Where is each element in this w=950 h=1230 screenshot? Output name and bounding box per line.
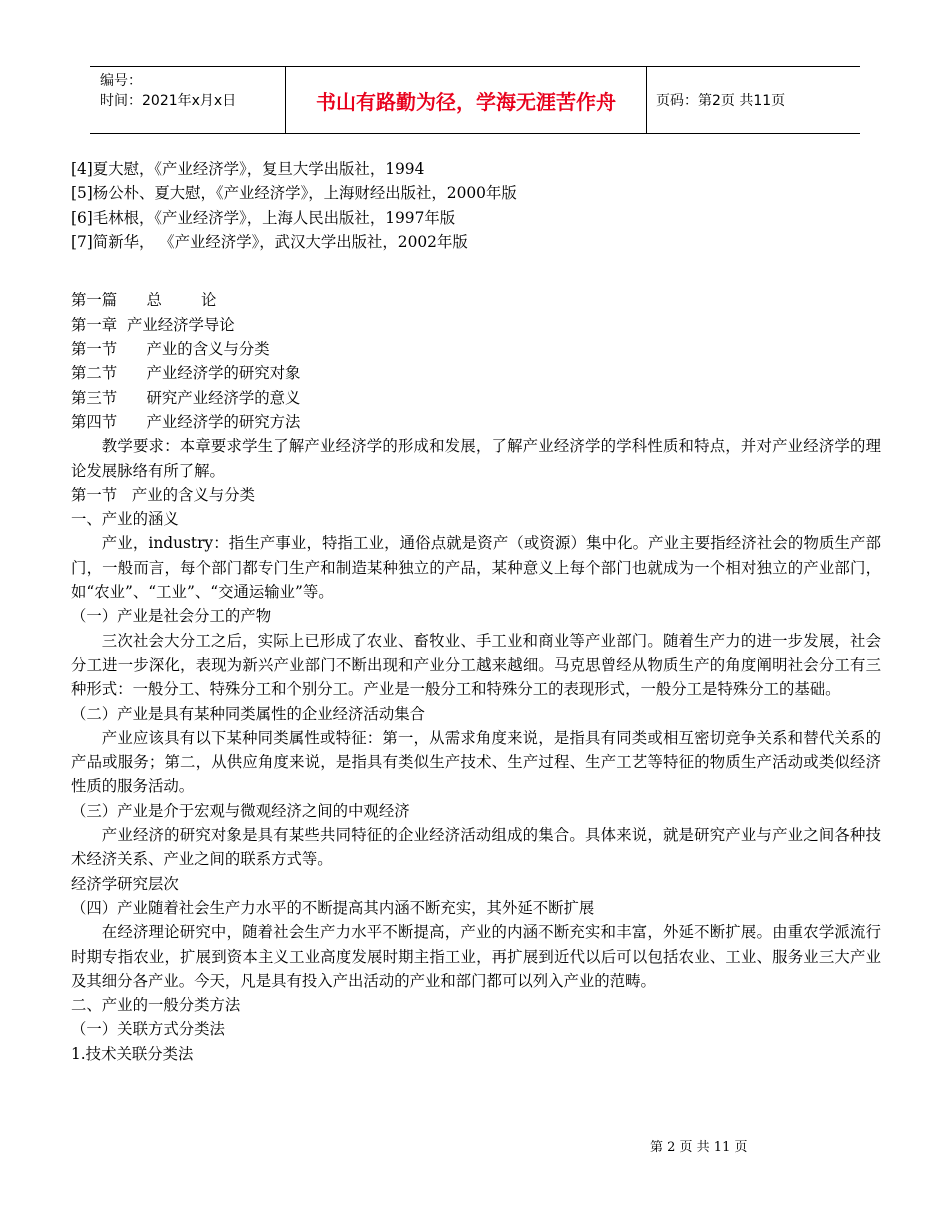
- doc-time-label: 时间：2021年x月x日: [100, 93, 237, 109]
- subheading: （二）产业是具有某种同类属性的企业经济活动集合: [71, 704, 425, 723]
- reference-item: [4]夏大慰，《产业经济学》，复旦大学出版社，1994: [71, 160, 425, 178]
- section-title: 第一节 产业的含义与分类: [71, 485, 255, 504]
- page-footer: 第 2 页 共 11 页: [650, 1140, 748, 1155]
- subheading: 1.技术关联分类法: [71, 1044, 194, 1063]
- toc-section: 第三节 研究产业经济学的意义: [71, 388, 301, 407]
- note-line: 经济学研究层次: [71, 874, 179, 893]
- teaching-requirements: 教学要求：本章要求学生了解产业经济学的形成和发展，了解产业经济学的学科性质和特点，并对产业经济学的理论发展脉络有所了解。: [71, 437, 881, 480]
- paragraph: 产业，industry：指生产事业，特指工业，通俗点就是资产（或资源）集中化。产业主要指经济社会的物质生产部门，一般而言，每个部门都专门生产和制造某种独立的产品，某种意义上每个部门也就成为一个相对独立的产业部门，如“农业”、“工业”、“交通运输业”等。: [71, 534, 881, 602]
- paragraph: 三次社会大分工之后，实际上已形成了农业、畜牧业、手工业和商业等产业部门。随着生产力的进一步发展，社会分工进一步深化，表现为新兴产业部门不断出现和产业分工越来越细。马克思曾经从物质生产的角度阐明社会分工有三种形式：一般分工、特殊分工和个别分工。产业是一般分工和特殊分工的表现形式，一般分工是特殊分工的基础。: [71, 631, 881, 699]
- subheading: （四）产业随着社会生产力水平的不断提高其内涵不断充实，其外延不断扩展: [71, 898, 595, 917]
- reference-item: [7]简新华， 《产业经济学》，武汉大学出版社，2002年版: [71, 232, 468, 251]
- subheading: （三）产业是介于宏观与微观经济之间的中观经济: [71, 801, 410, 820]
- part-title: 第一篇 总 论: [71, 291, 217, 310]
- page-header: [90, 66, 860, 134]
- paragraph: 在经济理论研究中，随着社会生产力水平不断提高，产业的内涵不断充实和丰富，外延不断扩展。由重农学派流行时期专指农业，扩展到资本主义工业高度发展时期主指工业，再扩展到近代以后可以包括农业、工业、服务业三大产业及其细分各产业。今天，凡是具有投入产出活动的产业和部门都可以列入产业的范畴。: [71, 923, 881, 990]
- heading: 一、产业的涵义: [71, 510, 179, 529]
- reference-item: [5]杨公朴、夏大慰，《产业经济学》，上海财经出版社，2000年版: [71, 184, 517, 203]
- paragraph: 产业经济的研究对象是具有某些共同特征的企业经济活动组成的集合。具体来说，就是研究产业与产业之间各种技术经济关系、产业之间的联系方式等。: [71, 826, 881, 869]
- chapter-title: 第一章 产业经济学导论: [71, 315, 235, 334]
- header-meta: [90, 67, 286, 133]
- subheading: （一）关联方式分类法: [71, 1020, 225, 1039]
- toc-section: 第四节 产业经济学的研究方法: [71, 412, 301, 431]
- toc-section: 第一节 产业的含义与分类: [71, 340, 270, 359]
- subheading: （一）产业是社会分工的产物: [71, 607, 272, 626]
- toc-section: 第二节 产业经济学的研究对象: [71, 364, 301, 383]
- header-page-info: 页码：第2页 共11页: [656, 93, 786, 109]
- doc-number-label: 编号：: [100, 73, 142, 89]
- document-body: [71, 157, 881, 1066]
- header-motto: 书山有路勤为径，学海无涯苦作舟: [286, 67, 647, 133]
- paragraph: 产业应该具有以下某种同类属性或特征：第一，从需求角度来说，是指具有同类或相互密切竞争关系和替代关系的产品或服务；第二，从供应角度来说，是指具有类似生产技术、生产过程、生产工艺等特征的物质生产活动或类似经济性质的服务活动。: [71, 728, 881, 796]
- reference-item: [6]毛林根，《产业经济学》，上海人民出版社，1997年版: [71, 208, 456, 227]
- heading: 二、产业的一般分类方法: [71, 996, 241, 1015]
